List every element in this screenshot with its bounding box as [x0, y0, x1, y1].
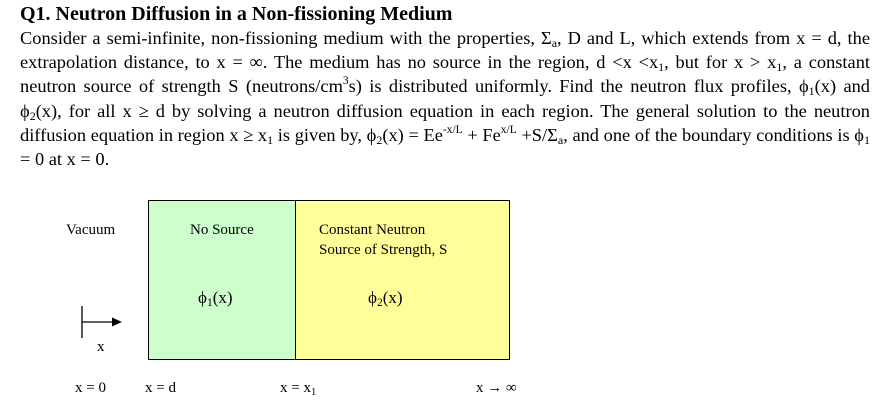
no-source-label: No Source [190, 222, 254, 238]
source-label-line2: Source of Strength, S [319, 242, 448, 258]
source-label-line1: Constant Neutron [319, 222, 426, 238]
x-d-label: x = d [145, 380, 176, 396]
question-title: Q1. Neutron Diffusion in a Non-fissioning Medium [20, 3, 453, 25]
vacuum-label: Vacuum [66, 222, 116, 238]
x-infinity-label: x → ∞ [476, 380, 517, 396]
arrow-x-label: x [97, 339, 105, 355]
x-direction-arrow-icon [76, 304, 126, 340]
x-zero-label: x = 0 [75, 380, 106, 396]
x-one-label: $x = x_1$ [280, 380, 317, 398]
flux-1-label: $\phi_1(x)$ [198, 288, 233, 309]
question-text: Consider a semi-infinite, non-fissioning medium with the properties, $\Sigma_a$, D and L, which extends from x = d, the extrapolation distance, to x = ∞. The medium has no source in the region, $d <x <x_1$, but for $x > x_1$, a constant neutron source of strength S $(neutrons/cm^3s)$ is distributed uniformly. Find the neutron flux profiles, $\phi_1(x)$ and $\phi_2(x)$, for all x ≥ d by solving a neutron diffusion equation in each region. The general solution to the neutron diffusion equation in region $x \ge x_1$ is given by, $\phi_2(x) = Ee^{-x/L} + Fe^{x/L} +S/\Sigma_a$, and one of the boundary conditions is $\phi_1 = 0$ at x = 0. [20, 28, 870, 170]
flux-2-label: $\phi_2(x)$ [368, 288, 403, 309]
